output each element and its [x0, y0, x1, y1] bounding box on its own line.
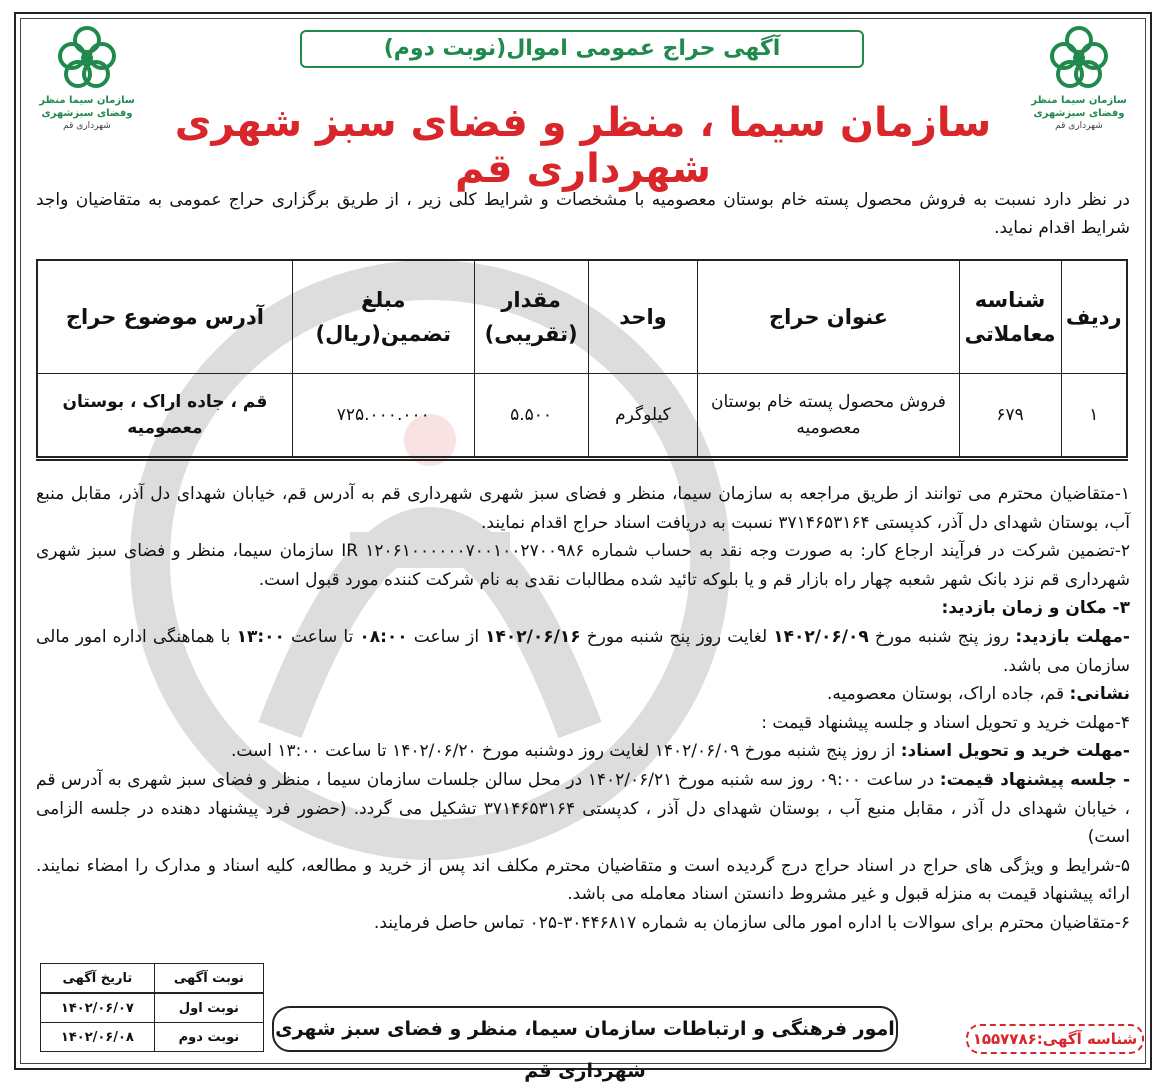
schedule-turn: نوبت دوم: [154, 1023, 263, 1052]
ad-id-badge: شناسه آگهی:۱۵۵۷۷۸۶: [966, 1024, 1144, 1054]
flower-emblem-icon: [1046, 22, 1112, 94]
municipality-logo-right: [1020, 22, 1138, 157]
schedule-header-date: تاریخ آگهی: [41, 964, 155, 994]
visit-deadline-label: -مهلت بازدید:: [1015, 626, 1130, 647]
logo-text-line-2: وفضای سبزشهری: [1033, 108, 1125, 119]
header-auction-title: عنوان حراج: [698, 260, 959, 374]
address-text: قم، جاده اراک، بوستان معصومیه.: [826, 684, 1065, 705]
table-header-row: [37, 260, 1127, 374]
condition-6: ۶-متقاضیان محترم برای سوالات با اداره امور مالی سازمان به شماره ۳۰۴۴۶۸۱۷-۰۲۵ تماس حاصل فرمایند.: [373, 912, 1130, 933]
cell-row-number: ۱: [1061, 374, 1127, 458]
logo-text-line-1: سازمان سیما منظر: [1031, 95, 1127, 106]
schedule-turn: نوبت اول: [154, 993, 263, 1023]
table-row: [37, 374, 1127, 458]
cell-quantity: ۵.۵۰۰: [474, 374, 588, 458]
conditions-body: [36, 480, 1130, 938]
condition-1: ۱-متقاضیان محترم می توانند از طریق مراجعه به سازمان سیما، منظر و فضای سبز شهری شهرداری قم به آدرس قم، خیابان شهدای دل آذر، مقابل منبع آب، بوستان شهدای دل آذر، کدپستی ۳۷۱۴۶۵۳۱۶۴ نسبت به دریافت اسناد حراج اقدام نمایند.: [36, 484, 1130, 533]
cell-address: قم ، جاده اراک ، بوستان معصومیه: [37, 374, 292, 458]
organization-title: سازمان سیما ، منظر و فضای سبز شهری شهرداری قم: [174, 100, 992, 192]
price-session-label: - جلسه پیشنهاد قیمت:: [939, 769, 1131, 790]
visit-date-1: ۱۴۰۲/۰۶/۰۹: [773, 626, 869, 647]
visit-time-1: ۰۸:۰۰: [359, 626, 408, 647]
header-deposit: مبلغ تضمین(ریال): [292, 260, 474, 374]
docs-deadline-label: -مهلت خرید و تحویل اسناد:: [900, 741, 1130, 762]
intro-paragraph: در نظر دارد نسبت به فروش محصول پسته خام بوستان معصومیه با مشخصات و شرایط کلی زیر ، از طریق برگزاری حراج عمومی به متقاضیان واجد شرایط اقدام نماید.: [36, 190, 1130, 238]
header-trade-id: شناسه معاملاتی: [959, 260, 1061, 374]
table-bottom-rule: [36, 459, 1128, 461]
table-row: [41, 993, 264, 1023]
schedule-date: ۱۴۰۲/۰۶/۰۸: [41, 1023, 155, 1052]
header-quantity: مقدار (تقریبی): [474, 260, 588, 374]
visit-text-1: روز پنج شنبه مورخ: [874, 626, 1010, 647]
cell-deposit: ۷۲۵.۰۰۰.۰۰۰: [292, 374, 474, 458]
price-session-text: در ساعت ۰۹:۰۰ روز سه شنبه مورخ ۱۴۰۲/۰۶/۲۱ در محل سالن جلسات سازمان سیما ، منظر و فضای سبز شهری به آدرس قم ، خیابان شهدای دل آذر ، مقابل منبع آب ، بوستان شهدای دل آذر ، کدپستی ۳۷۱۴۶۵۳۱۶۴ تشکیل می گردد. (حضور فرد پیشنهاد دهنده در جلسه الزامی است): [36, 769, 1130, 848]
header-row-number: ردیف: [1061, 260, 1127, 374]
ad-type-banner: آگهی حراج عمومی اموال(نوبت دوم): [300, 30, 864, 68]
price-session: [36, 766, 1130, 852]
logo-text-line-2: وفضای سبزشهری: [41, 108, 133, 119]
municipality-logo-left: [28, 22, 146, 157]
visit-section-title: ۳- مکان و زمان بازدید:: [941, 598, 1130, 619]
visit-text-5: با هماهنگی اداره امور مالی سازمان می باشد.: [36, 626, 1130, 676]
visit-deadline: [36, 623, 1130, 680]
condition-5: ۵-شرایط و ویژگی های حراج در اسناد حراج درج گردیده است و متقاضیان محترم مکلف اند پس از خرید و مطالعه، کلیه اسناد و مدارک را امضاء نمایند. ارائه پیشنهاد قیمت به منزله قبول و غیر مشروط دانستن اسناد معامله می باشد.: [36, 855, 1130, 905]
schedule-date: ۱۴۰۲/۰۶/۰۷: [41, 993, 155, 1023]
cell-auction-title: فروش محصول پسته خام بوستان معصومیه: [698, 374, 959, 458]
visit-text-2: لغایت روز پنج شنبه مورخ: [586, 626, 768, 647]
docs-deadline: [36, 737, 1130, 766]
condition-2: ۲-تضمین شرکت در فرآیند ارجاع کار: به صورت وجه نقد به حساب شماره IR ۱۲۰۶۱۰۰۰۰۰۰۷۰۰۱۰۰۲۷۰۰۹۸۶ سازمان سیما، منظر و فضای سبز شهری شهرداری قم نزد بانک شهر شعبه چهار راه بازار قم و یا بلوکه تائید شده مطالبات نقدی به نام شرکت کننده مورد قبول است.: [36, 541, 1130, 590]
logo-text-line-1: سازمان سیما منظر: [39, 95, 135, 106]
visit-date-2: ۱۴۰۲/۰۶/۱۶: [485, 626, 581, 647]
department-footer: امور فرهنگی و ارتباطات سازمان سیما، منظر و فضای سبز شهری شهرداری قم: [272, 1006, 898, 1052]
visit-time-2: ۱۳:۰۰: [236, 626, 285, 647]
header-unit: واحد: [588, 260, 698, 374]
auction-table: [36, 259, 1128, 458]
schedule-header-row: [41, 964, 264, 994]
visit-text-3: از ساعت: [413, 626, 480, 647]
publication-schedule-table: [40, 963, 264, 1052]
flower-emblem-icon: [54, 22, 120, 94]
visit-address: [36, 680, 1130, 709]
logo-text-line-3: شهرداری قم: [63, 121, 111, 131]
schedule-header-turn: نوبت آگهی: [154, 964, 263, 994]
cell-unit: کیلوگرم: [588, 374, 698, 458]
header-address: آدرس موضوع حراج: [37, 260, 292, 374]
condition-4: ۴-مهلت خرید و تحویل اسناد و جلسه پیشنهاد قیمت :: [761, 712, 1130, 733]
table-row: [41, 1023, 264, 1052]
address-label: نشانی:: [1069, 684, 1130, 705]
docs-deadline-text: از روز پنج شنبه مورخ ۱۴۰۲/۰۶/۰۹ لغایت روز دوشنبه مورخ ۱۴۰۲/۰۶/۲۰ تا ساعت ۱۳:۰۰ است.: [230, 741, 896, 762]
cell-trade-id: ۶۷۹: [959, 374, 1061, 458]
visit-text-4: تا ساعت: [291, 626, 354, 647]
logo-text-line-3: شهرداری قم: [1055, 121, 1103, 131]
condition-3-title: [36, 594, 1130, 623]
